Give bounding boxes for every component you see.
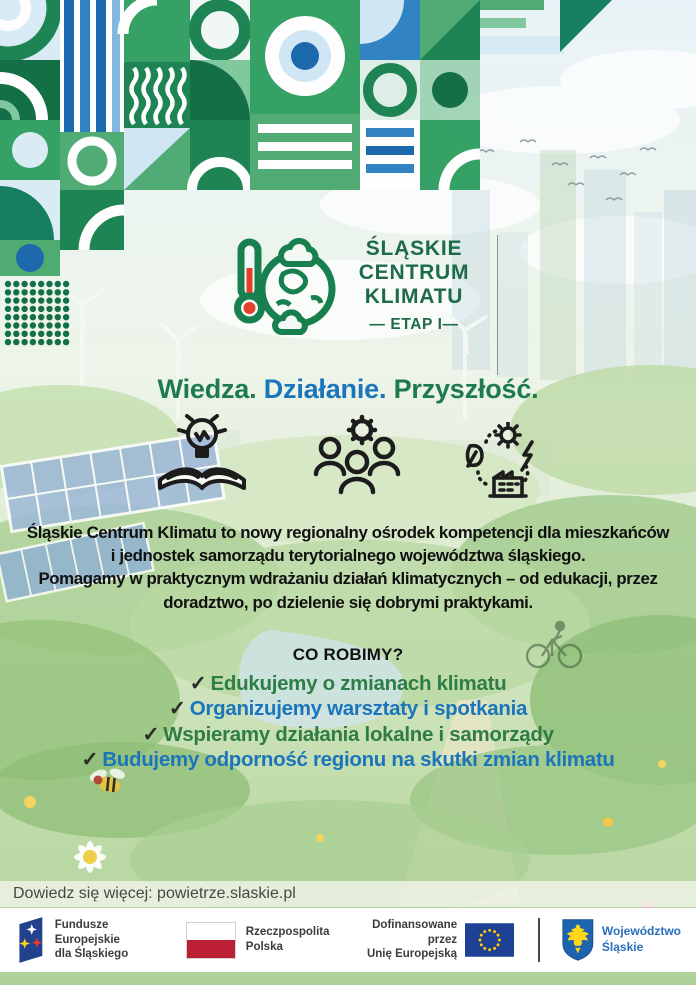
what-we-do-section [0,645,696,773]
poland-label [246,925,330,955]
cofunded-label [354,918,458,963]
european-funds-logo [15,913,47,967]
list-item-label: Wspieramy działania lokalne i samorządy [163,722,554,746]
logo-line-3: KLIMATU [364,284,464,308]
geometric-mosaic-pattern [0,0,640,420]
climate-center-logo [0,226,696,344]
check-icon: ✓ [142,722,160,746]
what-we-do-title: CO ROBIMY? [292,645,404,664]
list-item-label: Organizujemy warsztaty i spotkania [189,697,528,721]
headline-future: Przyszłość. [393,374,539,404]
list-item [0,671,696,696]
education-book-bulb-icon [152,414,252,502]
feature-icons-row [0,414,696,502]
voivodeship-line1: Województwo [601,924,682,939]
check-icon: ✓ [168,697,186,721]
thermometer-globe-icon [227,226,345,344]
voivodeship-label [602,924,681,955]
list-item-label: Edukujemy o zmianach klimatu [210,672,507,695]
european-funds-label [55,918,163,963]
list-item-label: Budujemy odporność regionu na skutki zmian klimatu [102,748,615,772]
logo-etap-line: — ETAP I— [369,315,459,333]
poland-flag [186,922,236,959]
cofunded-line1: Dofinansowane przez [372,918,458,946]
more-info-strip [0,881,696,907]
poster-headline [0,374,696,405]
daisy-flower [74,841,106,873]
intro-line-3: Pomagamy w praktycznym wdrażaniu działań klimatycznych – od edukacji, przez [38,569,658,589]
clean-energy-cycle-icon [456,422,544,502]
list-item [0,747,696,772]
voivodeship-line2: Śląskie [601,940,644,954]
headline-knowledge: Wiedza. [157,374,264,404]
logo-wordmark [359,237,470,333]
european-funds-line1: Fundusze Europejskie [54,918,120,946]
cofunded-line2: Unię Europejską [366,948,458,961]
eu-flag [465,921,514,959]
footer-logo-bar [0,908,696,972]
european-funds-line2: dla Śląskiego [54,948,129,961]
check-icon: ✓ [189,672,207,695]
footer-divider [538,918,540,962]
more-info-text: Dowiedz się więcej: powietrze.slaskie.pl [13,885,296,902]
list-item [0,722,696,747]
poland-line2: Polska [245,941,283,953]
list-item [0,696,696,721]
logo-line-2: CENTRUM [358,260,470,284]
intro-line-1: Śląskie Centrum Klimatu to nowy regionalny ośrodek kompetencji dla mieszkańców [26,523,670,542]
poland-line1: Rzeczpospolita [245,926,330,939]
people-gear-icon [304,414,404,502]
silesia-coat-of-arms [562,916,594,964]
check-icon: ✓ [81,748,99,772]
headline-action: Działanie. [263,374,394,404]
intro-line-2: i jednostek samorządu terytorialnego województwa śląskiego. [110,546,586,566]
intro-paragraph [0,521,696,614]
intro-line-4: doradztwo, po dzielenie się dobrymi praktykami. [163,592,533,612]
logo-line-1: ŚLĄSKIE [365,236,463,260]
